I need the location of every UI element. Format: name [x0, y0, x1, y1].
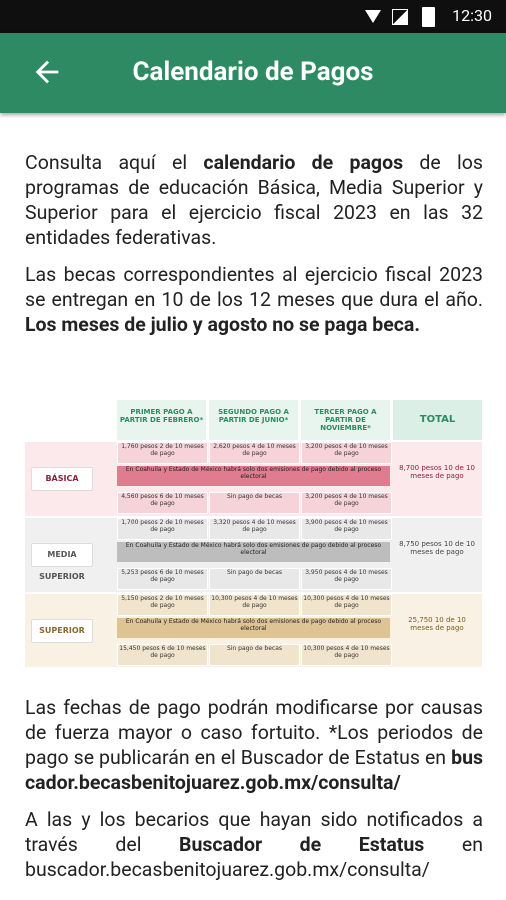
- basica-cell: 3,200 pesos 4 de 10 meses de pago: [301, 492, 392, 514]
- media-cell: 5,253 pesos 6 de 10 meses de pago: [117, 568, 208, 590]
- app-bar: [0, 33, 506, 113]
- basica-logo: BÁSICA: [31, 467, 93, 491]
- media-cell: 3,900 pesos 4 de 10 meses de pago: [301, 518, 392, 540]
- buscador-url[interactable]: buscador.becasbenitojuarez.gob.mx/consulta/: [25, 746, 484, 794]
- header-second-payment: SEGUNDO PAGO A PARTIR DE JUNIO*: [209, 400, 298, 440]
- payment-calendar-table: [25, 400, 482, 667]
- superior-cell: 5,150 pesos 2 de 10 meses de pago: [117, 594, 208, 616]
- outro-paragraph-1: Las fechas de pago podrán modificarse por causas de fuerza mayor o caso fortuito. *Los periodos de pago se publicarán en el Buscador de Estatus en buscador.becasbenitojuarez.gob.mx/consulta/: [25, 696, 484, 794]
- media-band: [25, 518, 482, 592]
- basica-cell: 1,760 pesos 2 de 10 meses de pago: [117, 442, 208, 464]
- basica-band: [25, 442, 482, 516]
- superior-cell: 10,300 pesos 4 de 10 meses de pago: [301, 644, 392, 666]
- intro-paragraph-1: Consulta aquí el calendario de pagos de los programas de educación Básica, Media Superior y Superior para el ejercicio fiscal 2023 en las 32 entidades federativas.: [25, 151, 483, 249]
- basica-cell: 2,620 pesos 4 de 10 meses de pago: [209, 442, 300, 464]
- outro-paragraph-2: A las y los becarios que hayan sido notificados a través del Buscador de Estatus en buscador.becasbenitojuarez.gob.mx/consulta/: [25, 808, 483, 881]
- footer-content: [25, 695, 483, 894]
- main-content: [25, 150, 483, 349]
- header-third-payment: TERCER PAGO A PARTIR DE NOVIEMBRE*: [301, 400, 390, 440]
- header-total: TOTAL: [393, 400, 482, 440]
- page-title: Calendario de Pagos: [132, 57, 374, 87]
- media-cell: Sin pago de becas: [209, 568, 300, 590]
- basica-cell: 3,200 pesos 4 de 10 meses de pago: [301, 442, 392, 464]
- status-time: 12:30: [452, 6, 492, 25]
- superior-total: 25,750 10 de 10 meses de pago: [408, 616, 466, 632]
- basica-total: 8,700 pesos 10 de 10 meses de pago: [399, 464, 475, 480]
- superior-cell: 10,300 pesos 4 de 10 meses de pago: [209, 594, 300, 616]
- basica-cell: 4,560 pesos 6 de 10 meses de pago: [117, 492, 208, 514]
- media-logo: MEDIA SUPERIOR: [31, 543, 93, 567]
- basica-electoral-note: En Coahuila y Estado de México habrá solo dos emisiones de pago debido al proceso electoral: [117, 466, 390, 486]
- media-cell: 3,320 pesos 4 de 10 meses de pago: [209, 518, 300, 540]
- media-total: 8,750 pesos 10 de 10 meses de pago: [399, 540, 475, 556]
- header-first-payment: PRIMER PAGO A PARTIR DE FEBRERO*: [117, 400, 206, 440]
- superior-cell: 10,300 pesos 4 de 10 meses de pago: [301, 594, 392, 616]
- basica-cell: Sin pago de becas: [209, 492, 300, 514]
- intro-paragraph-2: Las becas correspondientes al ejercicio fiscal 2023 se entregan en 10 de los 12 meses que dura el año. Los meses de julio y agosto no se paga beca.: [25, 263, 483, 336]
- superior-logo: SUPERIOR: [31, 619, 93, 643]
- cell-signal-icon: [392, 9, 408, 25]
- media-electoral-note: En Coahuila y Estado de México habrá solo dos emisiones de pago debido al proceso electoral: [117, 542, 390, 562]
- superior-cell: Sin pago de becas: [209, 644, 300, 666]
- media-cell: 3,950 pesos 4 de 10 meses de pago: [301, 568, 392, 590]
- superior-electoral-note: En Coahuila y Estado de México habrá solo dos emisiones de pago debido al proceso electoral: [117, 618, 390, 638]
- wifi-icon: [365, 10, 381, 23]
- media-cell: 1,700 pesos 2 de 10 meses de pago: [117, 518, 208, 540]
- status-bar: [0, 0, 506, 33]
- superior-band: [25, 594, 482, 667]
- superior-cell: 15,450 pesos 6 de 10 meses de pago: [117, 644, 208, 666]
- battery-icon: [422, 7, 435, 27]
